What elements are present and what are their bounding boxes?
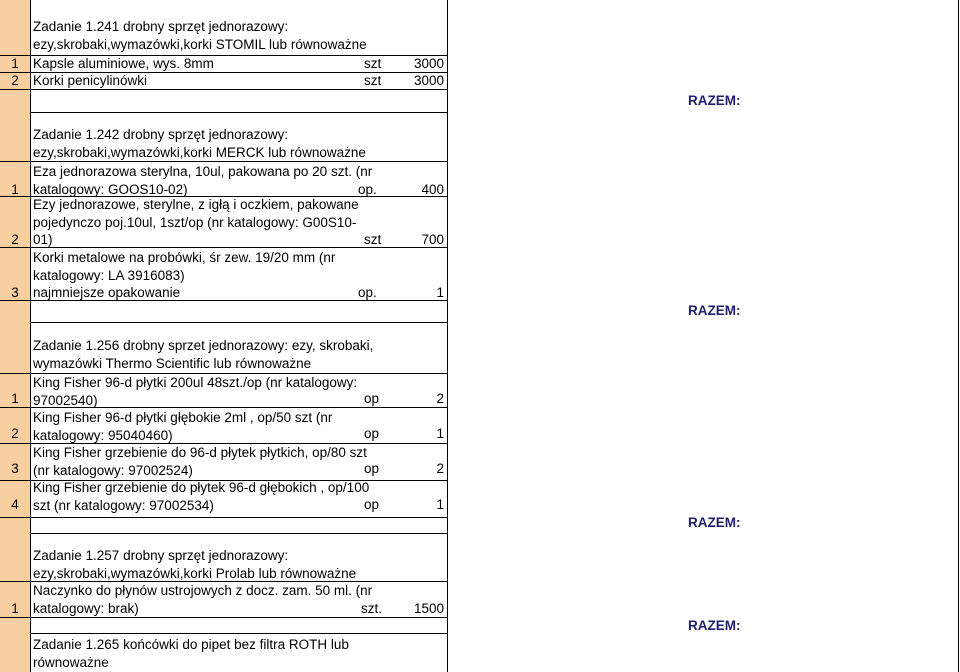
item-quantity: 400 [421,182,444,197]
row-border [30,322,447,323]
item-unit: szt [364,56,382,71]
section-title: Zadanie 1.257 drobny sprzęt jednorazowy: [33,548,289,563]
row-border [0,407,30,408]
item-name: katalogowy: 95040460) [33,427,173,443]
item-quantity: 2 [436,461,444,476]
item-name: katalogowy: GOOS10-02) [33,181,188,197]
section-title: Zadanie 1.265 końcówki do pipet bez filtra ROTH lub [33,637,349,652]
row-number: 2 [11,426,19,441]
item-unit: szt [364,73,382,88]
row-border [30,633,447,634]
item-name: King Fisher 96-d płytki głębokie 2ml , op/50 szt (nr [33,410,333,425]
row-border [0,581,30,582]
item-name: katalogowy: LA 3916083) [33,267,185,283]
row-border [0,617,30,618]
item-quantity: 1 [436,497,444,512]
section-title: Zadanie 1.242 drobny sprzęt jednorazowy: [33,127,289,142]
row-number: 1 [11,601,19,616]
row-border [0,373,30,374]
row-number: 1 [11,56,19,71]
section-title: ezy,skrobaki,wymazówki,korki MERCK lub równoważne [33,145,366,160]
item-quantity: 700 [421,232,444,247]
item-name: Ezy jednorazowe, sterylne, z igłą i oczkiem, pakowane [33,197,359,212]
item-quantity: 1 [436,285,444,300]
item-name: (nr katalogowy: 97002524) [33,462,193,478]
item-unit: op [364,426,380,441]
item-quantity: 1500 [413,601,444,616]
item-name: katalogowy: brak) [33,600,139,616]
section-title: Zadanie 1.256 drobny sprzet jednorazowy: ezy, skrobaki, [33,338,374,353]
row-border [0,161,30,162]
row-border [30,161,447,162]
row-border [30,517,447,518]
item-name: King Fisher grzebienie do płytek 96-d głębokich , op/100 [33,480,370,495]
item-name: Korki metalowe na probówki, śr zew. 19/20 mm (nr [33,250,336,265]
row-number: 2 [11,232,19,247]
row-border [0,89,30,90]
row-number: 1 [11,391,19,406]
razem-label: RAZEM: [688,93,741,108]
item-unit: op. [358,182,377,197]
item-name: King Fisher 96-d płytki 200ul 48szt./op (nr katalogowy: [33,375,358,390]
row-number-stripe [0,0,30,672]
item-unit: op. [358,285,377,300]
section-title: ezy,skrobaki,wymazówki,korki Prolab lub równoważne [33,566,357,581]
row-number: 3 [11,461,19,476]
row-border [0,443,30,444]
item-quantity: 2 [436,391,444,406]
item-quantity: 3000 [413,73,444,88]
item-name: King Fisher grzebienie do 96-d płytek płytkich, op/80 szt [33,445,367,460]
row-border [0,517,30,518]
section-title: Zadanie 1.241 drobny sprzęt jednorazowy: [33,19,289,34]
item-name: szt (nr katalogowy: 97002534) [33,497,214,513]
row-number: 4 [11,497,19,512]
row-number: 2 [11,73,19,88]
item-name: 01) [33,232,53,247]
razem-label: RAZEM: [688,618,741,633]
item-unit: op [364,497,380,512]
item-name: Naczynko do płynów ustrojowych z docz. zam. 50 ml. (nr [33,583,373,598]
row-border [30,617,447,618]
item-unit: szt. [361,601,383,616]
row-number: 3 [11,285,19,300]
item-name: pojedynczo poj.10ul, 1szt/op (nr katalogowy: G00S10- [33,214,357,230]
column-border [958,0,959,672]
column-border [30,0,31,672]
row-border [30,112,447,113]
item-name: 97002540) [33,392,98,408]
section-title: równoważne [33,655,109,670]
item-unit: szt [364,232,382,247]
item-unit: op [364,461,380,476]
row-border [0,480,30,481]
section-title: ezy,skrobaki,wymazówki,korki STOMIL lub równoważne [33,37,367,52]
item-quantity: 1 [436,426,444,441]
row-number: 1 [11,182,19,197]
row-border [30,533,447,534]
item-name: Kapsle aluminiowe, wys. 8mm [33,56,214,71]
item-name: Eza jednorazowa sterylna, 10ul, pakowana po 20 szt. (nr [33,164,373,179]
section-title: wymazówki Thermo Scientific lub równoważne [33,356,312,371]
razem-label: RAZEM: [688,515,741,530]
item-name: najmniejsze opakowanie [33,285,181,300]
item-name: Korki penicylinówki [33,73,148,88]
razem-label: RAZEM: [688,303,741,318]
item-quantity: 3000 [413,56,444,71]
item-unit: op [364,391,380,406]
column-border [447,0,448,672]
